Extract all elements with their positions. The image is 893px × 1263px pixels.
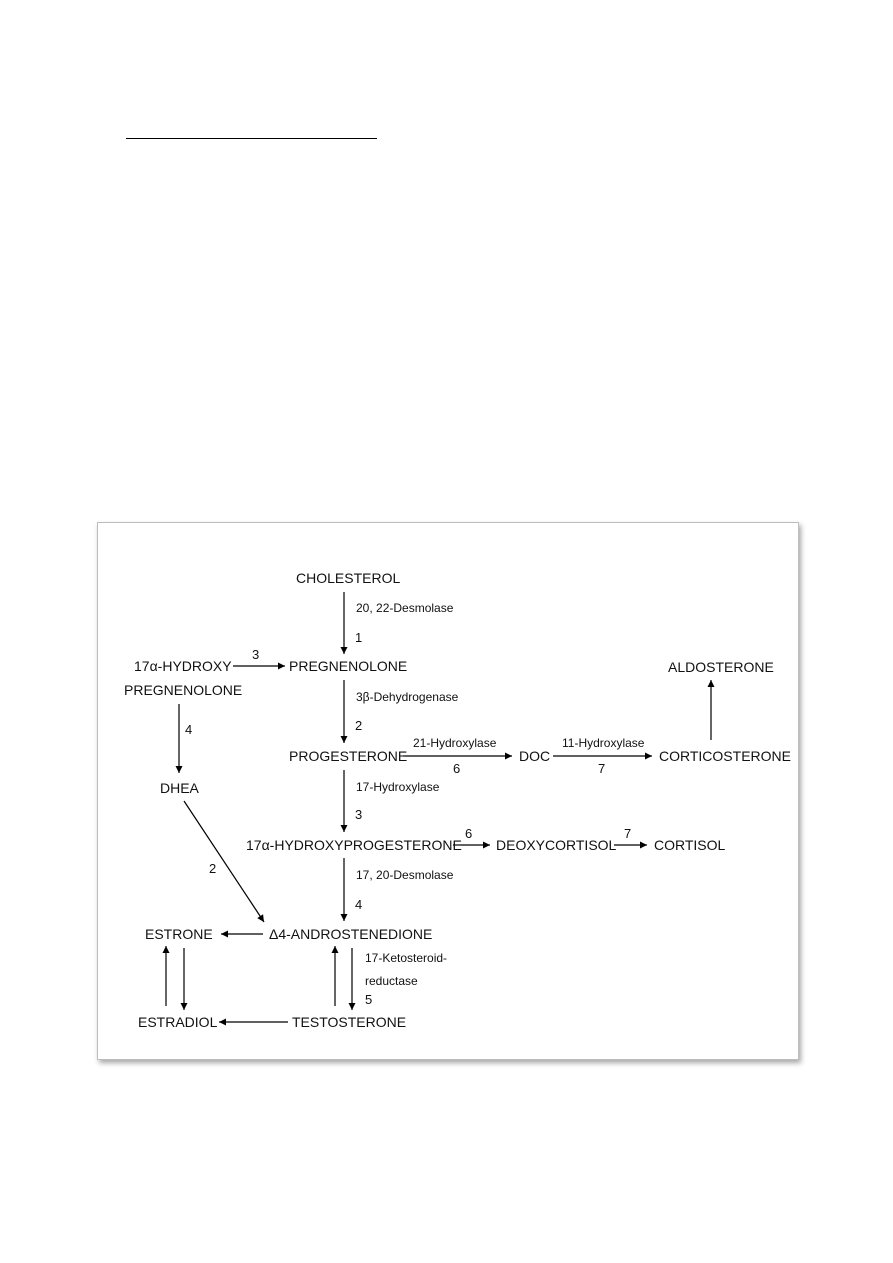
node-testosterone: TESTOSTERONE <box>292 1014 407 1030</box>
node-hydroxyprogesterone: 17α-HYDROXYPROGESTERONE <box>246 837 462 853</box>
node-corticosterone: CORTICOSTERONE <box>659 748 791 764</box>
step-number-4-dhea: 4 <box>185 722 193 737</box>
node-hydroxypregnenolone-line2: PREGNENOLONE <box>124 682 243 698</box>
step-number-5: 5 <box>365 992 373 1007</box>
arrow-dhea-to-androstenedione <box>184 801 264 922</box>
enzyme-3beta-dehydrogenase: 3β-Dehydrogenase <box>356 690 459 704</box>
enzyme-21-hydroxylase: 21-Hydroxylase <box>413 736 497 750</box>
node-cortisol: CORTISOL <box>654 837 726 853</box>
enzyme-20-22-desmolase: 20, 22-Desmolase <box>356 601 454 615</box>
node-aldosterone: ALDOSTERONE <box>668 659 774 675</box>
enzyme-17-ketosteroid-reductase-line2: reductase <box>365 974 418 988</box>
node-androstenedione: Δ4-ANDROSTENEDIONE <box>269 926 433 942</box>
step-number-6-deoxycortisol: 6 <box>465 826 473 841</box>
step-number-1: 1 <box>355 630 363 645</box>
node-dhea: DHEA <box>160 780 199 796</box>
step-number-7-cortisol: 7 <box>624 826 632 841</box>
step-number-2-dhea-andro: 2 <box>209 861 217 876</box>
node-estrone: ESTRONE <box>145 926 213 942</box>
node-deoxycortisol: DEOXYCORTISOL <box>496 837 617 853</box>
node-cholesterol: CHOLESTEROL <box>296 570 401 586</box>
enzyme-17-hydroxylase: 17-Hydroxylase <box>356 780 440 794</box>
step-number-2: 2 <box>355 718 363 733</box>
node-doc: DOC <box>519 748 551 764</box>
enzyme-11-hydroxylase: 11-Hydroxylase <box>562 736 645 750</box>
step-number-6-doc: 6 <box>453 761 461 776</box>
step-number-3-preg: 3 <box>252 647 260 662</box>
enzyme-17-20-desmolase: 17, 20-Desmolase <box>356 868 454 882</box>
step-number-3: 3 <box>355 807 363 822</box>
node-progesterone: PROGESTERONE <box>289 748 408 764</box>
step-number-4: 4 <box>355 897 363 912</box>
step-number-7-corticosterone: 7 <box>598 761 606 776</box>
node-pregnenolone: PREGNENOLONE <box>289 658 408 674</box>
node-hydroxypregnenolone-line1: 17α-HYDROXY <box>134 658 232 674</box>
enzyme-17-ketosteroid-reductase-line1: 17-Ketosteroid- <box>365 951 448 965</box>
node-estradiol: ESTRADIOL <box>138 1014 218 1030</box>
